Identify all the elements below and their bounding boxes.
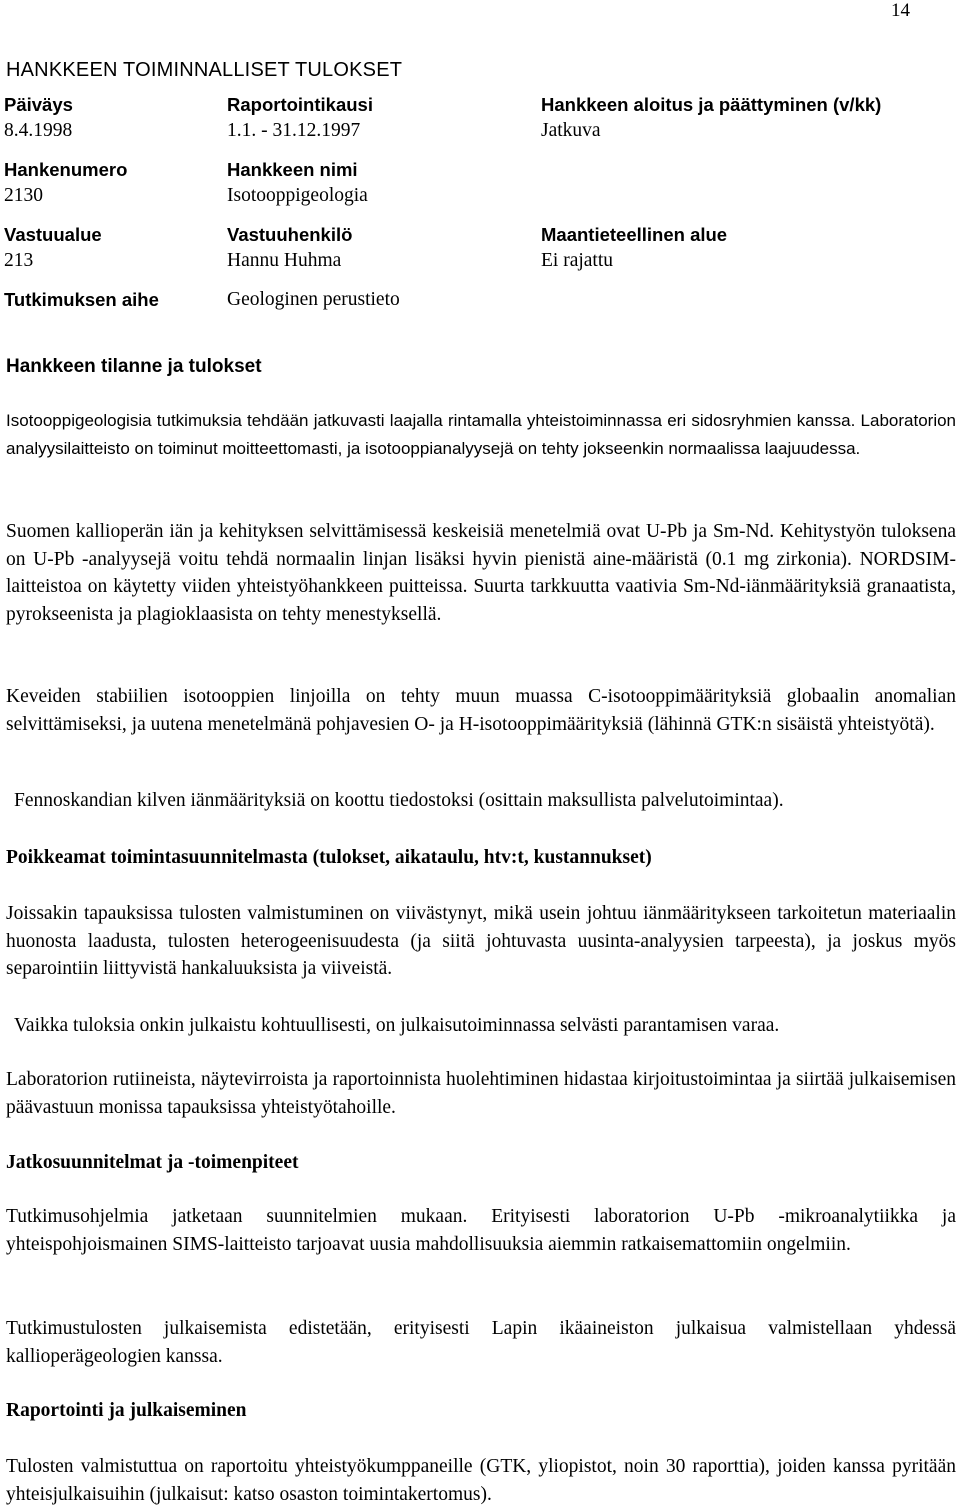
person-label: Vastuuhenkilö (227, 224, 353, 245)
person-value: Hannu Huhma (227, 250, 342, 271)
person-field (227, 222, 352, 274)
project-number-label: Hankenumero (4, 159, 128, 180)
reporting-heading: Raportointi ja julkaiseminen (6, 1400, 247, 1421)
date-value: 8.4.1998 (4, 120, 73, 141)
topic-label: Tutkimuksen aihe (4, 289, 159, 310)
page-number: 14 (891, 0, 910, 21)
topic-value: Geologinen perustieto (227, 289, 400, 310)
report-title: HANKKEEN TOIMINNALLISET TULOKSET (6, 59, 403, 82)
date-label: Päiväys (4, 94, 73, 115)
deviations-paragraph: Joissakin tapauksissa tulosten valmistuminen on viivästynyt, mikä usein johtuu iänmääritykseen tarkoitetun materiaalin huonosta laadusta, tulosten heterogeenisuudesta (ja siitä johtuvasta uusinta-analyysien tarpeesta), ja joskus myös separointiin liittyvistä hankaluuksista ja viiveistä. (6, 903, 956, 979)
reporting-paragraph: Tulosten valmistuttua on raportoitu yhteistyökumppaneille (GTK, yliopistot, noin 30 raporttia), joiden kanssa pyritään yhteisjulkaisuihin (julkaisut: katso osaston toimintakertomus). (6, 1456, 956, 1505)
project-name-value: Isotooppigeologia (227, 185, 368, 206)
area-label: Vastuualue (4, 224, 102, 245)
duration-field (541, 92, 881, 144)
period-label: Raportointikausi (227, 94, 373, 115)
status-paragraph: Isotooppigeologisia tutkimuksia tehdään jatkuvasti laajalla rintamalla yhteistoiminnassa eri sidosryhmien kanssa. Laboratorion analyysilaitteisto on toiminut moitteettomasti, ja isotooppianalyysejä on tehty jokseenkin normaalissa laajuudessa. (6, 411, 956, 458)
project-name-label: Hankkeen nimi (227, 159, 358, 180)
period-value: 1.1. - 31.12.1997 (227, 120, 361, 141)
area-value: 213 (4, 250, 34, 271)
deviations-paragraph: Laboratorion rutiineista, näytevirroista ja raportoinnista huolehtiminen hidastaa kirjoitustoimintaa ja siirtää julkaisemisen päävastuun monissa tapauksissa yhteistyötahoille. (6, 1069, 956, 1118)
topic-value-field (227, 287, 400, 313)
project-number-field (4, 157, 127, 209)
project-number-value: 2130 (4, 185, 43, 206)
deviations-paragraph: Vaikka tuloksia onkin julkaistu kohtuullisesti, on julkaisutoiminnassa selvästi parantamisen varaa. (14, 1015, 780, 1036)
duration-label: Hankkeen aloitus ja päättyminen (v/kk) (541, 94, 882, 115)
status-paragraph: Keveiden stabiilien isotooppien linjoilla on tehty muun muassa C-isotooppimäärityksiä globaalin anomalian selvittämiseksi, ja uutena menetelmänä pohjavesien O- ja H-isotooppimäärityksiä (lähinnä GTK:n sisäistä yhteistyötä). (6, 686, 956, 735)
period-field (227, 92, 373, 144)
region-label: Maantieteellinen alue (541, 224, 728, 245)
date-field (4, 92, 73, 144)
project-name-field (227, 157, 368, 209)
followup-paragraph: Tutkimusohjelmia jatketaan suunnitelmien mukaan. Erityisesti laboratorion U-Pb -mikroanalytiikka ja yhteispohjoismainen SIMS-laitteisto tarjoavat uusia mahdollisuuksia aiemmin ratkaisemattomiin ongelmiin. (6, 1206, 956, 1255)
region-value: Ei rajattu (541, 250, 614, 271)
followup-paragraph: Tutkimustulosten julkaisemista edistetään, erityisesti Lapin ikäaineiston julkaisua valmistellaan yhdessä kallioperägeologien kanssa. (6, 1318, 956, 1367)
topic-field (4, 287, 159, 313)
region-field (541, 222, 727, 274)
deviations-heading: Poikkeamat toimintasuunnitelmasta (tulokset, aikataulu, htv:t, kustannukset) (6, 847, 652, 868)
status-paragraph: Suomen kallioperän iän ja kehityksen selvittämisessä keskeisiä menetelmiä ovat U-Pb ja Sm-Nd. Kehitystyön tuloksena on U-Pb -analyysejä voitu tehdä normaalin linjan lisäksi hyvin pienistä aine-määristä (0.1 mg zirkonia). NORDSIM-laitteistoa on käytetty viiden yhteistyöhankkeen puitteissa. Suurta tarkkuutta vaativia Sm-Nd-iänmäärityksiä granaatista, pyrokseenista ja plagioklaasista on tehty menestyksellä. (6, 521, 956, 625)
duration-value: Jatkuva (541, 120, 601, 141)
status-paragraph: Fennoskandian kilven iänmäärityksiä on koottu tiedostoksi (osittain maksullista palvelutoimintaa). (14, 790, 784, 811)
area-field (4, 222, 102, 274)
followup-heading: Jatkosuunnitelmat ja -toimenpiteet (6, 1152, 299, 1173)
status-heading: Hankkeen tilanne ja tulokset (6, 356, 262, 377)
